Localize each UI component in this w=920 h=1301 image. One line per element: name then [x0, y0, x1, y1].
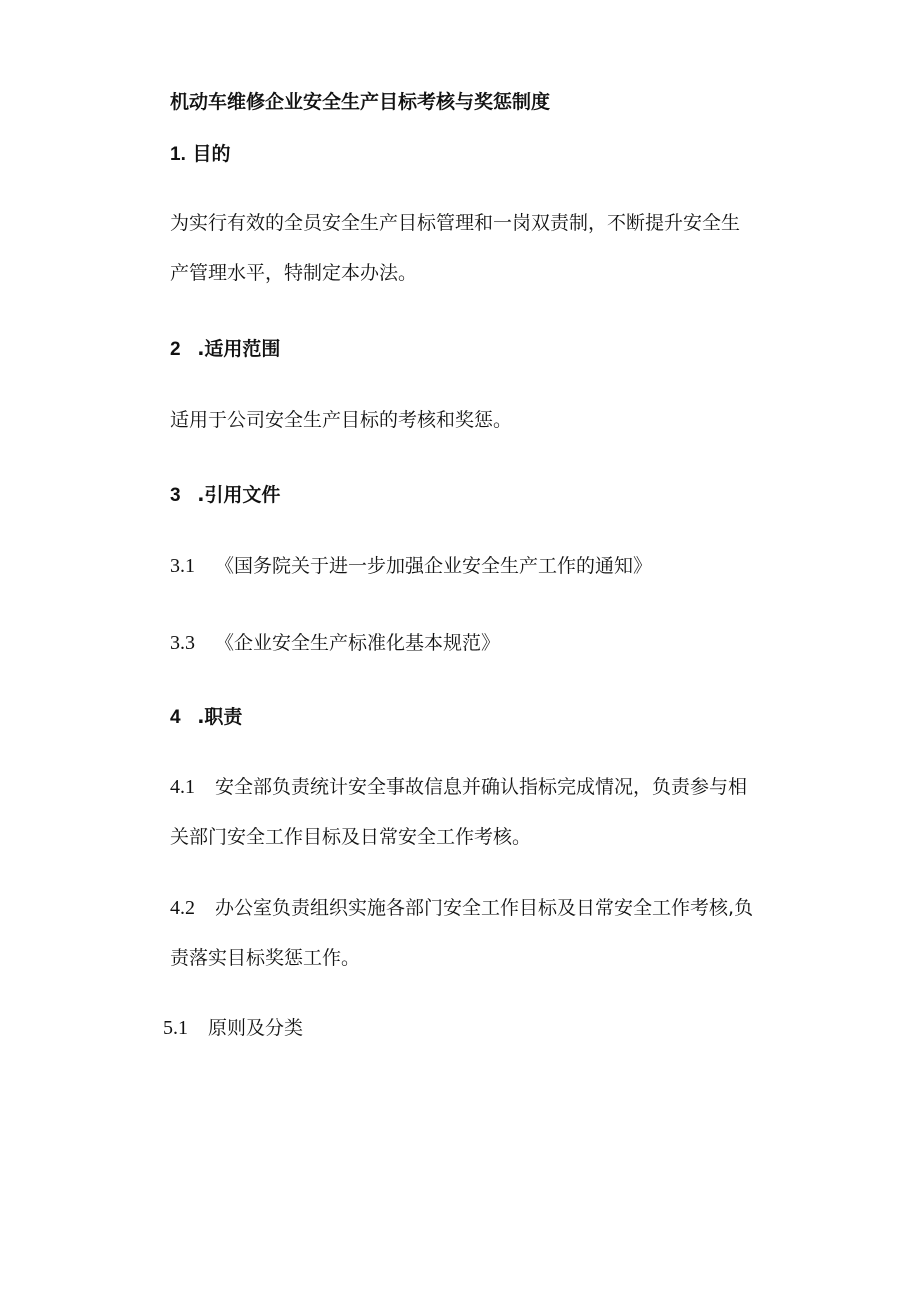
- section-2-number: 2: [170, 339, 181, 360]
- section-1-paragraph-line-1: 为实行有效的全员安全生产目标管理和一岗双责制，不断提升安全生: [170, 212, 741, 234]
- section-2-heading: [170, 336, 280, 363]
- item-text: 原则及分类: [208, 1017, 304, 1039]
- section-1-paragraph-line-2: 产管理水平，特制定本办法。: [170, 262, 418, 284]
- responsibility-item-line-2: 关部门安全工作目标及日常安全工作考核。: [170, 826, 532, 848]
- item-number: 4.2: [170, 897, 195, 919]
- section-3-heading: [170, 482, 280, 509]
- responsibility-item-line-1: [170, 774, 747, 800]
- section-1-number: 1.: [170, 144, 186, 165]
- item-text: 《国务院关于进一步加强企业安全生产工作的通知》: [215, 555, 653, 577]
- item-text: 办公室负责组织实施各部门安全工作目标及日常安全工作考核,负: [215, 897, 754, 919]
- item-text: 安全部负责统计安全事故信息并确认指标完成情况，负责参与相: [215, 776, 748, 798]
- section-4-number: 4: [170, 707, 181, 728]
- section-2-title: .适用范围: [197, 338, 281, 360]
- item-number: 3.1: [170, 555, 195, 577]
- section-2-paragraph: 适用于公司安全生产目标的考核和奖惩。: [170, 409, 513, 431]
- reference-item: [170, 630, 500, 656]
- item-number: 4.1: [170, 776, 195, 798]
- reference-item: [170, 553, 652, 579]
- principle-item: [163, 1015, 303, 1041]
- section-1-title: 目的: [192, 143, 231, 165]
- section-3-title: .引用文件: [197, 484, 281, 506]
- section-1-heading: [170, 141, 231, 168]
- item-number: 3.3: [170, 632, 195, 654]
- document-title: 机动车维修企业安全生产目标考核与奖惩制度: [170, 91, 551, 113]
- section-4-heading: [170, 704, 242, 731]
- section-3-number: 3: [170, 485, 181, 506]
- section-4-title: .职责: [197, 706, 243, 728]
- responsibility-item-line-2: 责落实目标奖惩工作。: [170, 947, 361, 969]
- item-text: 《企业安全生产标准化基本规范》: [215, 632, 501, 654]
- responsibility-item-line-1: [170, 895, 753, 921]
- item-number: 5.1: [163, 1017, 188, 1039]
